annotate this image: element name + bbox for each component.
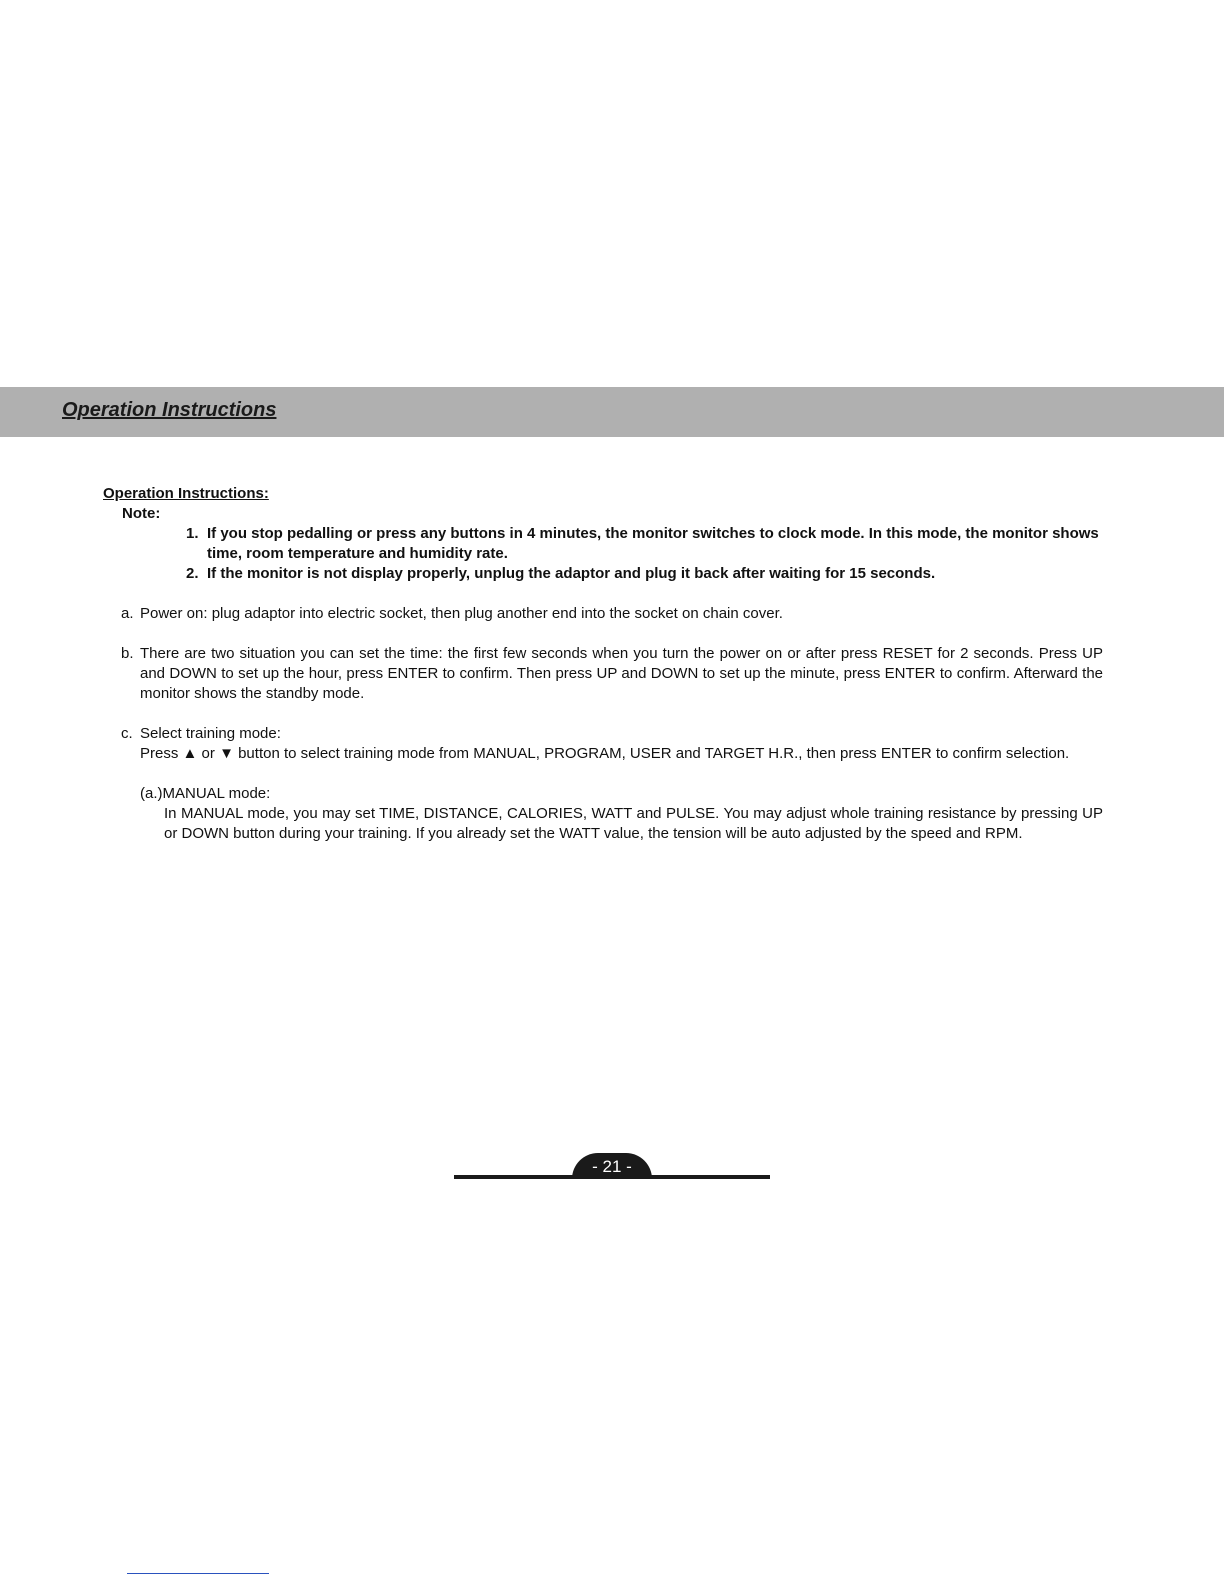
steps-list <box>103 604 1103 844</box>
note-text: If you stop pedalling or press any buttons in 4 minutes, the monitor switches to clock mode. In this mode, the monitor shows time, room temperature and humidity rate. <box>207 525 1099 562</box>
step-text <box>140 744 1103 764</box>
press-text: Press <box>140 745 179 762</box>
step-b <box>103 644 1103 704</box>
up-triangle-icon: ▲ <box>182 745 198 762</box>
step-text: There are two situation you can set the time: the first few seconds when you turn the power on or after press RESET for 2 seconds. Press UP and DOWN to set up the hour, press ENTER to confirm. Then press UP and DOWN to set up the minute, press ENTER to confirm. Afterward the monitor shows the standby mode. <box>140 645 1103 702</box>
page-number: - 21 - <box>572 1153 652 1179</box>
manual-mode <box>140 784 1103 844</box>
instructions-content <box>103 484 1103 864</box>
step-rest-text: button to select training mode from MANUAL, PROGRAM, USER and TARGET H.R., then press ENTER to confirm selection. <box>238 745 1070 762</box>
section-heading: Operation Instructions: <box>103 485 269 502</box>
step-title: Select training mode: <box>140 725 281 742</box>
step-a <box>103 604 1103 624</box>
step-letter: b. <box>121 645 134 662</box>
down-triangle-icon: ▼ <box>219 745 234 762</box>
bottom-rule <box>127 1573 269 1574</box>
note-list <box>103 524 1103 584</box>
note-label: Note: <box>122 505 161 522</box>
note-number: 2. <box>186 565 199 582</box>
step-c <box>103 724 1103 844</box>
manual-mode-title: (a.)MANUAL mode: <box>140 785 271 802</box>
header-bar <box>0 387 1224 437</box>
page-title: Operation Instructions <box>62 399 277 421</box>
note-text: If the monitor is not display properly, unplug the adaptor and plug it back after waiting for 15 seconds. <box>207 565 936 582</box>
step-text: Power on: plug adaptor into electric socket, then plug another end into the socket on chain cover. <box>140 605 783 622</box>
step-letter: c. <box>121 725 133 742</box>
note-item <box>186 564 1103 584</box>
manual-mode-text: In MANUAL mode, you may set TIME, DISTANCE, CALORIES, WATT and PULSE. You may adjust whole training resistance by pressing UP or DOWN button during your training. If you already set the WATT value, the tension will be auto adjusted by the speed and RPM. <box>164 805 1103 842</box>
or-text: or <box>201 745 215 762</box>
note-number: 1. <box>186 525 199 542</box>
note-item <box>186 524 1103 564</box>
step-letter: a. <box>121 605 134 622</box>
